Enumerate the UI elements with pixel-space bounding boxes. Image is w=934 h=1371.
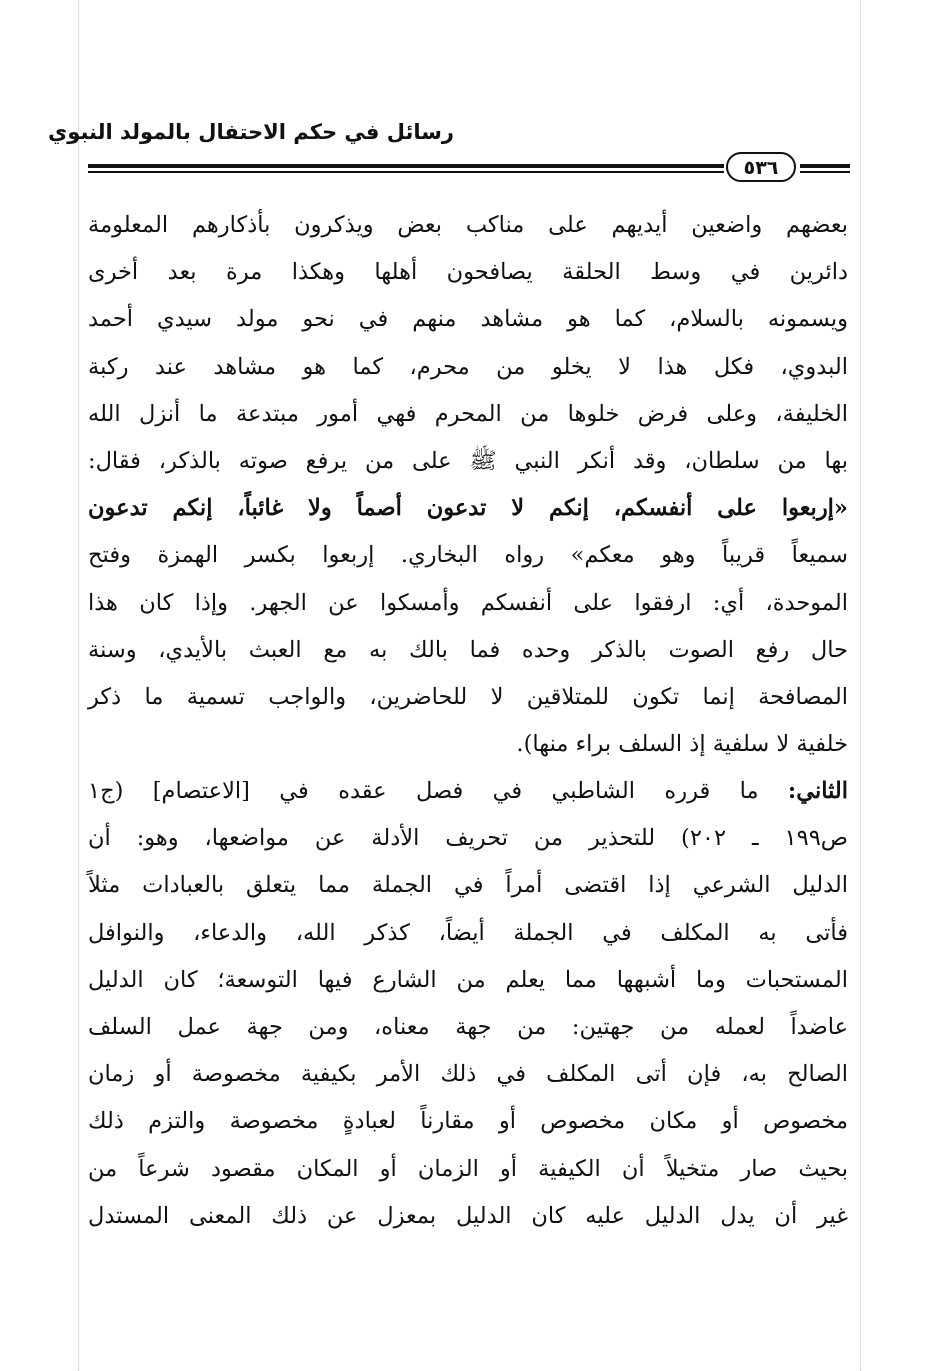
text-line: بحيث صار متخيلاً أن الكيفية أو الزمان أو المكان مقصود شرعاً من <box>88 1155 848 1182</box>
paragraph-1 <box>88 202 848 768</box>
text-line: فأتى به المكلف في الجملة أيضاً، كذكر الله، والدعاء، والنوافل <box>88 919 848 946</box>
paragraph-lead: الثاني: <box>787 778 848 804</box>
hadith-line: «إربعوا على أنفسكم، إنكم لا تدعون أصماً ولا غائباً، إنكم تدعون <box>88 495 848 522</box>
header-rule-thick <box>88 164 724 168</box>
text-line: الدليل الشرعي إذا اقتضى أمراً في الجملة مما يتعلق بالعبادات مثلاً <box>88 872 848 899</box>
scan-margin-right <box>860 0 861 1371</box>
text-line: البدوي، فكل هذا لا يخلو من محرم، كما هو مشاهد عند ركبة <box>88 353 848 380</box>
hadith-line: سميعاً قريباً وهو معكم» رواه البخاري. إربعوا بكسر الهمزة وفتح <box>88 542 848 569</box>
text-line: المستحبات وما أشبهها مما يعلم من الشارع فيها التوسعة؛ كان الدليل <box>88 966 848 993</box>
text-line-first <box>88 768 848 815</box>
text-line: بعضهم واضعين أيديهم على مناكب بعض ويذكرون بأذكارهم المعلومة <box>88 212 848 238</box>
text-line: الصالح به، فإن أتى المكلف في ذلك الأمر بكيفية مخصوصة أو زمان <box>88 1061 848 1088</box>
text-line: ويسمونه بالسلام، كما هو مشاهد منهم في نحو مولد سيدي أحمد <box>88 306 848 333</box>
text-line: دائرين في وسط الحلقة يصافحون أهلها وهكذا مرة بعد أخرى <box>88 259 848 286</box>
running-title: رسائل في حكم الاحتفال بالمولد النبوي <box>48 120 454 144</box>
header-rule <box>88 152 850 180</box>
header-rule-short-thin <box>800 171 850 173</box>
text-line: ص١٩٩ ـ ٢٠٢) للتحذير من تحريف الأدلة عن مواضعها، وهو: أن <box>88 825 848 852</box>
text-line: بها من سلطان، وقد أنكر النبي ﷺ على من يرفع صوته بالذكر، فقال: <box>88 447 848 474</box>
header-rule-short-thick <box>800 164 850 168</box>
paragraph-first-line: ما قرره الشاطبي في فصل عقده في [الاعتصام] (ج١ <box>88 778 788 804</box>
text-line: غير أن يدل الدليل عليه كان الدليل بمعزل عن ذلك المعنى المستدل <box>88 1202 848 1229</box>
text-line: مخصوص أو مكان مخصوص أو مقارناً لعبادةٍ مخصوصة والتزم ذلك <box>88 1108 848 1135</box>
page-number: ٥٣٦ <box>726 152 796 182</box>
text-line: الخليفة، وعلى فرض خلوها من المحرم فهي أمور مبتدعة ما أنزل الله <box>88 400 848 427</box>
paragraph-2 <box>88 768 848 1240</box>
text-line: المصافحة إنما تكون للمتلاقين لا للحاضرين، والواجب تسمية ما ذكر <box>88 683 848 710</box>
scan-margin-left <box>78 0 79 1371</box>
text-line: الموحدة، أي: ارفقوا على أنفسكم وأمسكوا عن الجهر. وإذا كان هذا <box>88 589 848 616</box>
header-rule-thin <box>88 171 724 173</box>
text-line: حال رفع الصوت بالذكر وحده فما بالك به مع العبث بالأيدي، وسنة <box>88 636 848 663</box>
text-line: عاضداً لعمله من جهتين: من جهة معناه، ومن جهة عمل السلف <box>88 1013 848 1040</box>
running-header <box>48 112 844 152</box>
text-line: خلفية لا سلفية إذ السلف براء منها). <box>516 731 848 758</box>
